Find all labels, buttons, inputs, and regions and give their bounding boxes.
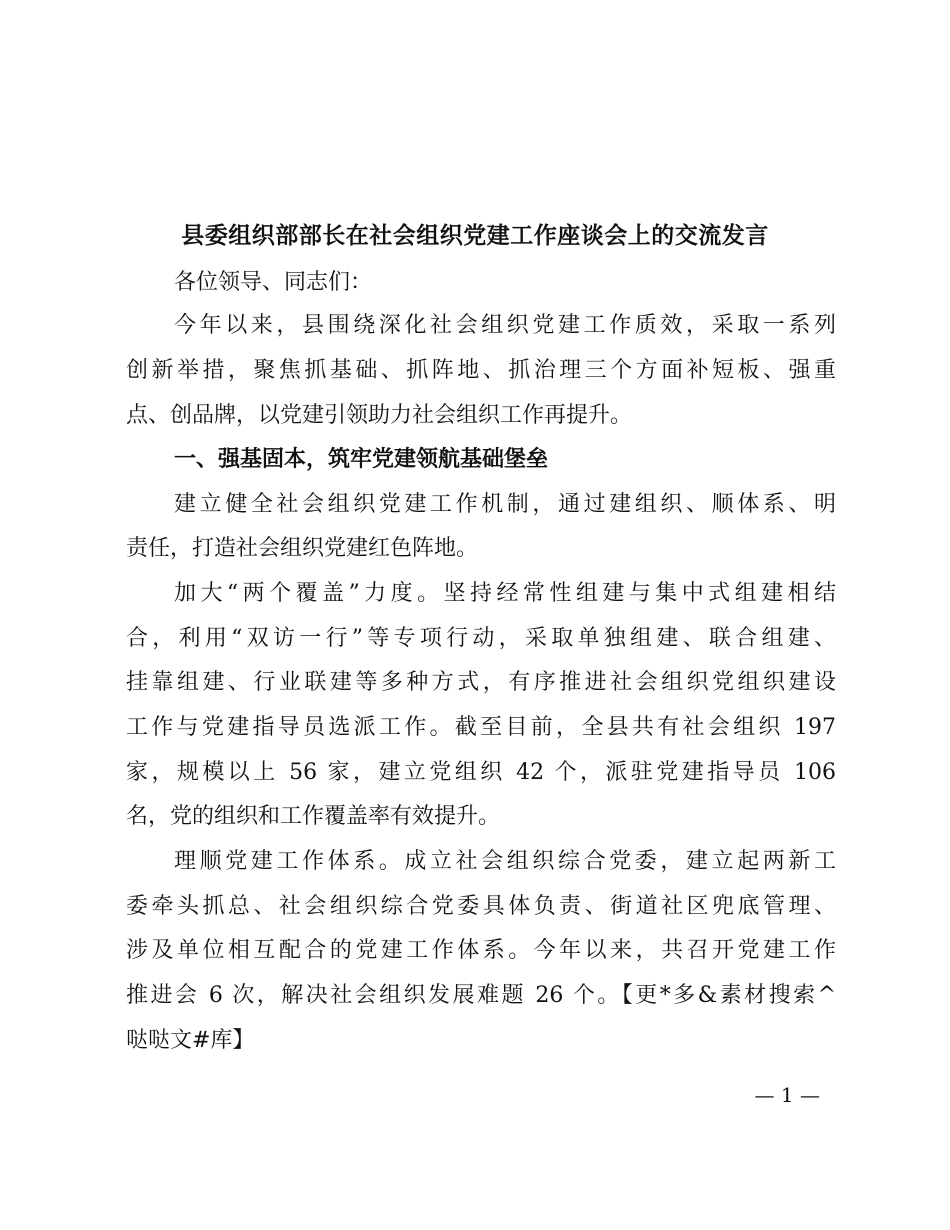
- salutation: 各位领导、同志们：: [174, 270, 373, 295]
- paragraph-4-line-2: 委牵头抓总、社会组织综合党委具体负责、街道社区兜底管理、: [126, 894, 836, 919]
- paragraph-3-line-4: 工作与党建指导员选派工作。截至目前，全县共有社会组织 197: [126, 715, 836, 740]
- paragraph-2-line-2: 责任，打造社会组织党建红色阵地。: [126, 536, 479, 561]
- paragraph-3-line-6: 名，党的组织和工作覆盖率有效提升。: [126, 804, 501, 829]
- paragraph-3-line-3: 挂靠组建、行业联建等多种方式，有序推进社会组织党组织建设: [126, 670, 836, 695]
- paragraph-4-line-4: 推进会 6 次，解决社会组织发展难题 26 个。【更*多&素材搜索^: [126, 983, 836, 1008]
- paragraph-4-line-5: 哒哒文#库】: [126, 1028, 255, 1053]
- paragraph-1-line-3: 点、创品牌，以党建引领助力社会组织工作再提升。: [126, 403, 633, 428]
- paragraph-4-line-1: 理顺党建工作体系。成立社会组织综合党委，建立起两新工: [174, 849, 836, 874]
- paragraph-2-line-1: 建立健全社会组织党建工作机制，通过建组织、顺体系、明: [174, 492, 836, 517]
- page-number: — 1 —: [754, 1083, 820, 1107]
- paragraph-3-line-1: 加大“两个覆盖”力度。坚持经常性组建与集中式组建相结: [174, 581, 836, 606]
- paragraph-3-line-5: 家，规模以上 56 家，建立党组织 42 个，派驻党建指导员 106: [126, 760, 836, 785]
- paragraph-1-line-1: 今年以来，县围绕深化社会组织党建工作质效，采取一系列: [174, 313, 836, 338]
- paragraph-4-line-3: 涉及单位相互配合的党建工作体系。今年以来，共召开党建工作: [126, 938, 836, 963]
- paragraph-3-line-2: 合，利用“双访一行”等专项行动，采取单独组建、联合组建、: [126, 626, 836, 651]
- paragraph-1-line-2: 创新举措，聚焦抓基础、抓阵地、抓治理三个方面补短板、强重: [126, 358, 836, 383]
- section-heading-1: 一、强基固本，筑牢党建领航基础堡垒: [174, 447, 549, 472]
- document-title: 县委组织部部长在社会组织党建工作座谈会上的交流发言: [181, 222, 769, 249]
